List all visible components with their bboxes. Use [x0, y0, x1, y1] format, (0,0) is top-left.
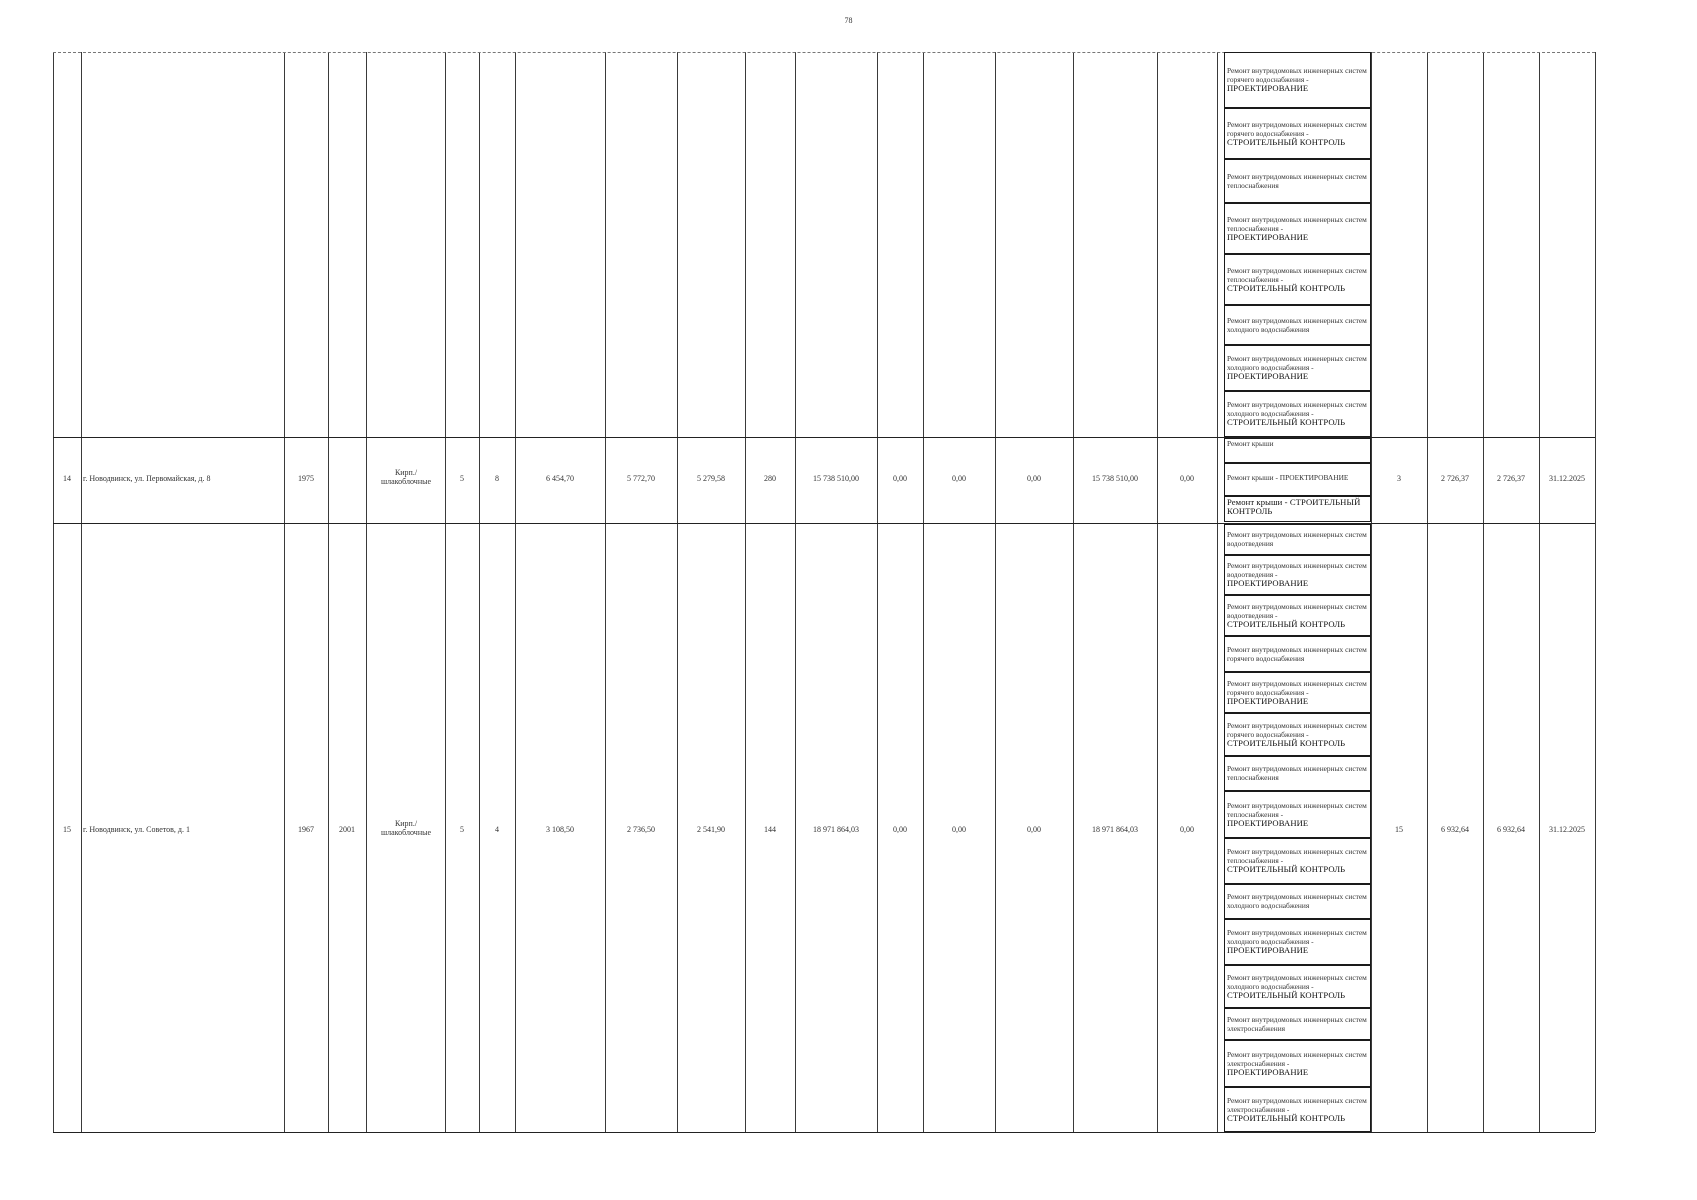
work-stage: СТРОИТЕЛЬНЫЙ КОНТРОЛЬ: [1227, 619, 1346, 630]
budget-cost: 0,00: [952, 825, 966, 834]
grid-column-line: [81, 52, 82, 1132]
work-text: Ремонт внутридомовых инженерных систем холодного водоснабжения -: [1227, 354, 1367, 372]
grid-column-line: [479, 52, 480, 1132]
work-code: 15: [1395, 825, 1403, 834]
work-text: Ремонт внутридомовых инженерных систем холодного водоснабжения: [1227, 316, 1367, 334]
total-area: 3 108,50: [546, 825, 574, 834]
budget-cost: 0,00: [952, 474, 966, 483]
grid-column-line: [1595, 52, 1596, 1132]
grid-column-line: [445, 52, 446, 1132]
floors: 5: [460, 474, 464, 483]
work-item: [1224, 636, 1371, 672]
page-number: 78: [844, 16, 853, 25]
year-renovated: 2001: [339, 825, 355, 834]
grid-column-line: [995, 52, 996, 1132]
wall-material: Кирп./шлакоблочные: [380, 468, 432, 486]
work-text: Ремонт внутридомовых инженерных систем холодного водоснабжения -: [1227, 973, 1367, 991]
fund-cost: 0,00: [893, 825, 907, 834]
grid-column-line: [515, 52, 516, 1132]
local-cost: 0,00: [1027, 825, 1041, 834]
work-text: Ремонт внутридомовых инженерных систем горячего водоснабжения -: [1227, 66, 1367, 84]
work-item: [1224, 52, 1371, 108]
unit-cost: 6 932,64: [1441, 825, 1469, 834]
address: г. Новодвинск, ул. Первомайская, д. 8: [83, 474, 211, 483]
owners-cost: 18 971 864,03: [1092, 825, 1138, 834]
work-text: Ремонт крыши - СТРОИТЕЛЬНЫЙ КОНТРОЛЬ: [1227, 497, 1361, 516]
entrances: 8: [495, 474, 499, 483]
work-item: [1224, 1040, 1371, 1087]
grid-column-line: [1539, 52, 1540, 1132]
wall-material: Кирп./шлакоблочные: [380, 819, 432, 837]
work-item: [1224, 884, 1371, 919]
work-text: Ремонт внутридомовых инженерных систем теплоснабжения: [1227, 764, 1367, 782]
work-item: [1224, 463, 1371, 496]
total-area: 6 454,70: [546, 474, 574, 483]
area-residential: 5 279,58: [697, 474, 725, 483]
entrances: 4: [495, 825, 499, 834]
work-item: [1224, 595, 1371, 636]
grid-column-line: [1073, 52, 1074, 1132]
work-item: [1224, 838, 1371, 884]
work-item: [1224, 496, 1371, 522]
work-item: [1224, 672, 1371, 713]
work-text: Ремонт внутридомовых инженерных систем теплоснабжения -: [1227, 847, 1367, 865]
owners-cost: 15 738 510,00: [1092, 474, 1138, 483]
work-stage: СТРОИТЕЛЬНЫЙ КОНТРОЛЬ: [1227, 137, 1346, 148]
work-item: [1224, 438, 1371, 463]
work-item: [1224, 919, 1371, 965]
work-item: [1224, 254, 1371, 305]
work-item: [1224, 305, 1371, 345]
work-text: Ремонт внутридомовых инженерных систем теплоснабжения: [1227, 172, 1367, 190]
work-stage: СТРОИТЕЛЬНЫЙ КОНТРОЛЬ: [1227, 864, 1346, 875]
work-item: [1224, 1087, 1371, 1132]
grid-column-line: [923, 52, 924, 1132]
work-text: Ремонт внутридомовых инженерных систем теплоснабжения -: [1227, 266, 1367, 284]
work-item: [1224, 555, 1371, 595]
local-cost: 0,00: [1027, 474, 1041, 483]
grid-column-line: [677, 52, 678, 1132]
work-stage: ПРОЕКТИРОВАНИЕ: [1227, 578, 1309, 589]
grid-row-line: [53, 1132, 1595, 1133]
other-cost: 0,00: [1180, 474, 1194, 483]
residents: 280: [764, 474, 776, 483]
work-item: [1224, 713, 1371, 756]
grid-column-line: [328, 52, 329, 1132]
grid-column-line: [795, 52, 796, 1132]
area-all-premises: 5 772,70: [627, 474, 655, 483]
year-built: 1967: [298, 825, 314, 834]
max-unit-cost: 2 726,37: [1497, 474, 1525, 483]
grid-column-line: [1217, 52, 1218, 1132]
work-item: [1224, 524, 1371, 555]
work-code: 3: [1397, 474, 1401, 483]
work-stage: ПРОЕКТИРОВАНИЕ: [1227, 945, 1309, 956]
work-stage: ПРОЕКТИРОВАНИЕ: [1227, 232, 1309, 243]
area-all-premises: 2 736,50: [627, 825, 655, 834]
area-residential: 2 541,90: [697, 825, 725, 834]
address: г. Новодвинск, ул. Советов, д. 1: [83, 825, 190, 834]
work-text: Ремонт внутридомовых инженерных систем теплоснабжения -: [1227, 801, 1367, 819]
max-unit-cost: 6 932,64: [1497, 825, 1525, 834]
work-text: Ремонт крыши - ПРОЕКТИРОВАНИЕ: [1227, 473, 1349, 482]
work-stage: СТРОИТЕЛЬНЫЙ КОНТРОЛЬ: [1227, 417, 1346, 428]
grid-column-line: [1371, 52, 1372, 1132]
work-text: Ремонт внутридомовых инженерных систем теплоснабжения -: [1227, 215, 1367, 233]
deadline: 31.12.2025: [1549, 474, 1585, 483]
fund-cost: 0,00: [893, 474, 907, 483]
total-cost: 15 738 510,00: [813, 474, 859, 483]
work-text: Ремонт внутридомовых инженерных систем водоотведения -: [1227, 561, 1367, 579]
other-cost: 0,00: [1180, 825, 1194, 834]
work-text: Ремонт внутридомовых инженерных систем горячего водоснабжения -: [1227, 120, 1367, 138]
grid-column-line: [745, 52, 746, 1132]
work-item: [1224, 1008, 1371, 1040]
grid-column-line: [53, 52, 54, 1132]
work-stage: ПРОЕКТИРОВАНИЕ: [1227, 818, 1309, 829]
work-text: Ремонт внутридомовых инженерных систем холодного водоснабжения -: [1227, 400, 1367, 418]
total-cost: 18 971 864,03: [813, 825, 859, 834]
work-stage: СТРОИТЕЛЬНЫЙ КОНТРОЛЬ: [1227, 990, 1346, 1001]
unit-cost: 2 726,37: [1441, 474, 1469, 483]
grid-column-line: [284, 52, 285, 1132]
work-text: Ремонт внутридомовых инженерных систем холодного водоснабжения -: [1227, 928, 1367, 946]
work-text: Ремонт внутридомовых инженерных систем холодного водоснабжения: [1227, 892, 1367, 910]
grid-column-line: [1157, 52, 1158, 1132]
work-stage: СТРОИТЕЛЬНЫЙ КОНТРОЛЬ: [1227, 283, 1346, 294]
work-item: [1224, 345, 1371, 391]
work-item: [1224, 756, 1371, 791]
work-stage: ПРОЕКТИРОВАНИЕ: [1227, 1067, 1309, 1078]
work-item: [1224, 791, 1371, 838]
residents: 144: [764, 825, 776, 834]
work-item: [1224, 391, 1371, 437]
work-text: Ремонт внутридомовых инженерных систем горячего водоснабжения -: [1227, 679, 1367, 697]
work-item: [1224, 159, 1371, 203]
grid-column-line: [605, 52, 606, 1132]
work-text: Ремонт крыши: [1227, 439, 1274, 448]
work-item: [1224, 965, 1371, 1008]
grid-column-line: [877, 52, 878, 1132]
grid-column-line: [1427, 52, 1428, 1132]
row-number: 14: [63, 474, 71, 483]
deadline: 31.12.2025: [1549, 825, 1585, 834]
year-built: 1975: [298, 474, 314, 483]
work-stage: ПРОЕКТИРОВАНИЕ: [1227, 371, 1309, 382]
work-text: Ремонт внутридомовых инженерных систем электроснабжения: [1227, 1015, 1367, 1033]
row-number: 15: [63, 825, 71, 834]
work-text: Ремонт внутридомовых инженерных систем водоотведения -: [1227, 602, 1367, 620]
grid-column-line: [1483, 52, 1484, 1132]
floors: 5: [460, 825, 464, 834]
work-item: [1224, 203, 1371, 254]
work-stage: СТРОИТЕЛЬНЫЙ КОНТРОЛЬ: [1227, 1113, 1346, 1124]
work-stage: ПРОЕКТИРОВАНИЕ: [1227, 696, 1309, 707]
work-item: [1224, 108, 1371, 159]
work-text: Ремонт внутридомовых инженерных систем горячего водоснабжения: [1227, 645, 1367, 663]
work-stage: ПРОЕКТИРОВАНИЕ: [1227, 83, 1309, 94]
work-text: Ремонт внутридомовых инженерных систем электроснабжения -: [1227, 1050, 1367, 1068]
work-stage: СТРОИТЕЛЬНЫЙ КОНТРОЛЬ: [1227, 738, 1346, 749]
work-text: Ремонт внутридомовых инженерных систем горячего водоснабжения -: [1227, 721, 1367, 739]
work-text: Ремонт внутридомовых инженерных систем водоотведения: [1227, 530, 1367, 548]
grid-column-line: [366, 52, 367, 1132]
work-text: Ремонт внутридомовых инженерных систем электроснабжения -: [1227, 1096, 1367, 1114]
